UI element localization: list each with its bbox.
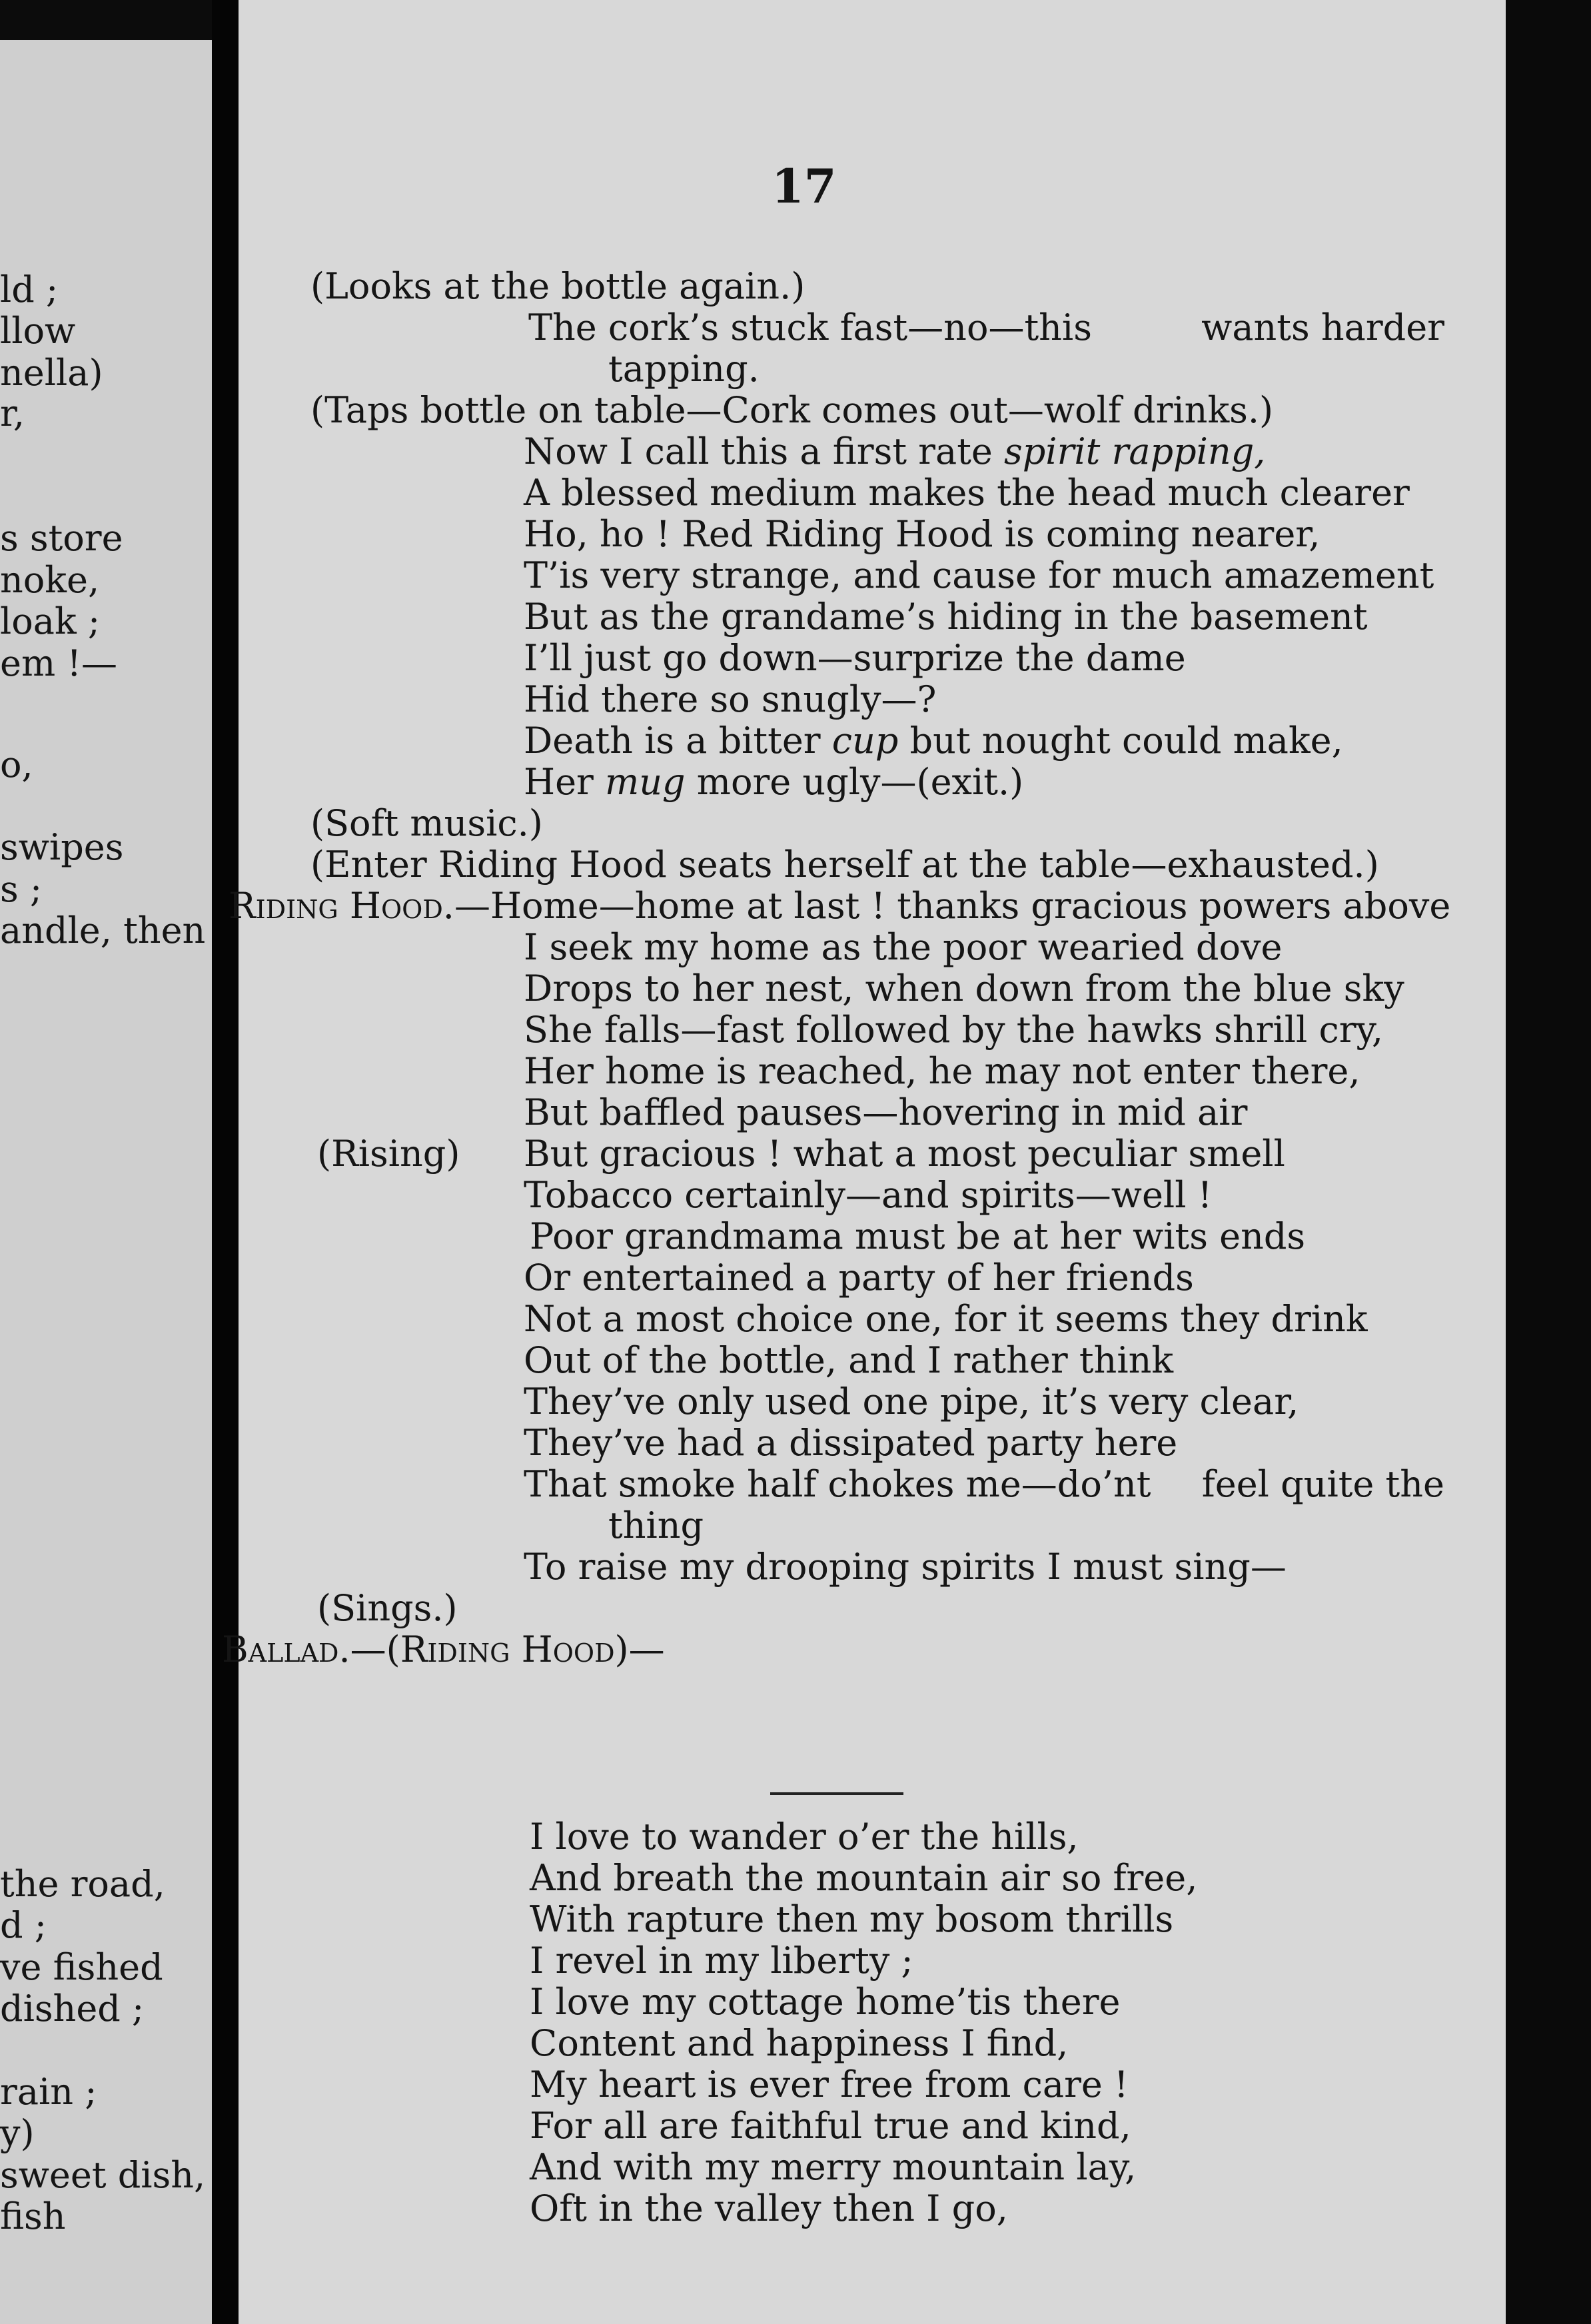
stage-direction: (Taps bottle on table—Cork comes out—wolf drinks.) (310, 389, 1274, 431)
facing-line: d ; (0, 1904, 47, 1946)
verse-line: A blessed medium makes the head much clearer (524, 472, 1410, 514)
verse-line: But gracious ! what a most peculiar smell (524, 1133, 1285, 1175)
verse-line: Out of the bottle, and I rather think (524, 1339, 1174, 1381)
verse-line: They’ve only used one pipe, it’s very clear, (524, 1381, 1299, 1423)
ballad-heading: Ballad.—(Riding Hood)— (222, 1628, 665, 1670)
scan-border (1506, 0, 1591, 2324)
facing-line: the road, (0, 1863, 165, 1905)
facing-line: fish (0, 2195, 66, 2237)
verse-line: I’ll just go down—surprize the dame (524, 637, 1186, 679)
verse-line (524, 1464, 1444, 1504)
facing-line: noke, (0, 559, 100, 601)
song-line: Oft in the valley then I go, (530, 2187, 1008, 2229)
song-line: I love my cottage home’tis there (530, 1981, 1121, 2023)
verse-line: But baffled pauses—hovering in mid air (524, 1091, 1248, 1133)
facing-line: andle, then (0, 909, 206, 951)
verse-line: Tobacco certainly—and spirits—well ! (524, 1174, 1213, 1216)
facing-line: rain ; (0, 2071, 97, 2113)
song-line: My heart is ever free from care ! (530, 2063, 1129, 2105)
facing-line: s store (0, 517, 123, 559)
verse-line: Ho, ho ! Red Riding Hood is coming nearer, (524, 513, 1321, 555)
page (222, 0, 1506, 2324)
verse-line: Not a most choice one, for it seems they drink (524, 1298, 1368, 1340)
facing-line: y) (0, 2112, 35, 2154)
verse-line: Or entertained a party of her friends (524, 1257, 1194, 1299)
verse-line: Her mug more ugly—(exit.) (524, 761, 1024, 803)
facing-line: em !— (0, 642, 118, 684)
verse-line: To raise my drooping spirits I must sing— (524, 1546, 1287, 1588)
facing-line: loak ; (0, 600, 101, 642)
verse-line: Poor grandmama must be at her wits ends (530, 1215, 1306, 1257)
book-gutter (212, 0, 239, 2324)
song-line: For all are faithful true and kind, (530, 2105, 1131, 2147)
song-line: With rapture then my bosom thrills (530, 1898, 1174, 1940)
verse-text: That smoke half chokes me—do’nt (524, 1463, 1151, 1505)
verse-line: She falls—fast followed by the hawks shrill cry, (524, 1009, 1384, 1051)
facing-line: llow (0, 310, 76, 352)
song-line: Content and happiness I find, (530, 2022, 1069, 2064)
stage-direction: (Rising) (317, 1133, 460, 1175)
song-line: And with my merry mountain lay, (530, 2146, 1137, 2188)
song-line: I love to wander o’er the hills, (530, 1816, 1079, 1858)
facing-page-fragment (0, 40, 212, 2324)
verse-line: But as the grandame’s hiding in the basement (524, 596, 1368, 638)
verse-text: wants harder (1201, 306, 1444, 348)
stage-direction: (Looks at the bottle again.) (310, 265, 805, 307)
facing-line: ld ; (0, 269, 59, 310)
facing-line: sweet dish, (0, 2154, 206, 2196)
facing-line: swipes (0, 826, 124, 868)
verse-line (528, 308, 1444, 348)
song-line: And breath the mountain air so free, (530, 1857, 1198, 1899)
verse-line: They’ve had a dissipated party here (524, 1422, 1178, 1464)
verse-line: Drops to her nest, when down from the blue sky (524, 967, 1404, 1009)
stage-direction: (Enter Riding Hood seats herself at the table—exhausted.) (310, 844, 1379, 885)
song-line: I revel in my liberty ; (530, 1940, 913, 1982)
stage-direction: (Sings.) (317, 1587, 458, 1629)
verse-line: Her home is reached, he may not enter there, (524, 1050, 1360, 1092)
verse-line: tapping. (608, 348, 760, 390)
verse-line: Death is a bitter cup but nought could make, (524, 720, 1343, 762)
verse-line: Hid there so snugly—? (524, 678, 937, 720)
facing-line: o, (0, 744, 33, 786)
facing-line: dished ; (0, 1988, 145, 2030)
verse-line: Now I call this a first rate spirit rapping, (524, 430, 1266, 472)
verse-line: thing (608, 1504, 704, 1546)
verse-text: The cork’s stuck fast—no—this (528, 306, 1092, 348)
page-number: 17 (772, 159, 837, 214)
speaker-name: Riding Hood. (229, 885, 454, 927)
facing-line: ve fished (0, 1946, 163, 1988)
speaker-line: Riding Hood.—Home—home at last ! thanks gracious powers above (229, 885, 1451, 927)
stage-direction: (Soft music.) (310, 802, 543, 844)
facing-line: nella) (0, 352, 103, 394)
facing-line: s ; (0, 868, 43, 910)
verse-text: feel quite the (1201, 1463, 1444, 1505)
verse-line: T’is very strange, and cause for much amazement (524, 554, 1434, 596)
verse-line: I seek my home as the poor wearied dove (524, 926, 1283, 968)
facing-line: r, (0, 392, 25, 434)
divider-rule (770, 1792, 903, 1795)
